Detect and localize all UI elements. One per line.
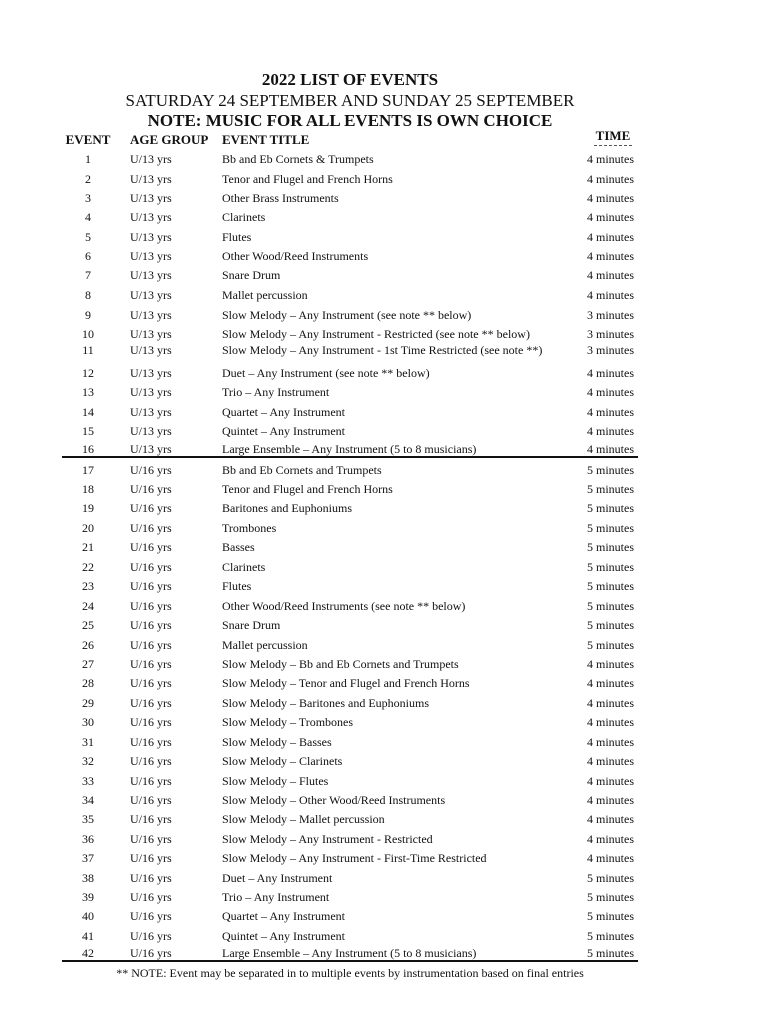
event-number: 42 <box>82 946 94 960</box>
table-row <box>62 151 638 167</box>
age-group: U/13 yrs <box>130 327 172 341</box>
age-group: U/16 yrs <box>130 560 172 574</box>
age-group: U/13 yrs <box>130 288 172 302</box>
table-row <box>62 945 638 961</box>
age-group: U/16 yrs <box>130 715 172 729</box>
event-number: 6 <box>85 249 91 263</box>
table-row <box>62 773 638 789</box>
event-time: 4 minutes <box>587 754 634 768</box>
table-row <box>62 656 638 672</box>
table-row <box>62 928 638 944</box>
event-title: Slow Melody – Any Instrument - Restricted (see note ** below) <box>222 327 530 341</box>
event-title: Flutes <box>222 230 252 244</box>
event-time: 5 minutes <box>587 638 634 652</box>
age-group: U/16 yrs <box>130 793 172 807</box>
age-group: U/13 yrs <box>130 385 172 399</box>
event-title: Clarinets <box>222 210 266 224</box>
event-time: 4 minutes <box>587 442 634 456</box>
event-number: 23 <box>82 579 94 593</box>
event-number: 21 <box>82 540 94 554</box>
age-group: U/16 yrs <box>130 929 172 943</box>
event-time: 5 minutes <box>587 521 634 535</box>
table-row <box>62 171 638 187</box>
event-title: Snare Drum <box>222 268 281 282</box>
event-number: 26 <box>82 638 94 652</box>
age-group: U/16 yrs <box>130 851 172 865</box>
age-group: U/13 yrs <box>130 343 172 357</box>
table-bottom-rule <box>62 960 638 962</box>
event-number: 27 <box>82 657 94 671</box>
event-title: Quintet – Any Instrument <box>222 929 345 943</box>
event-time: 4 minutes <box>587 230 634 244</box>
section-divider <box>62 456 638 458</box>
age-group: U/16 yrs <box>130 890 172 904</box>
event-number: 17 <box>82 463 94 477</box>
event-number: 14 <box>82 405 94 419</box>
event-time: 5 minutes <box>587 618 634 632</box>
event-time: 5 minutes <box>587 482 634 496</box>
event-title: Slow Melody – Bb and Eb Cornets and Trumpets <box>222 657 459 671</box>
age-group: U/13 yrs <box>130 191 172 205</box>
table-row <box>62 908 638 924</box>
table-row <box>62 870 638 886</box>
event-number: 18 <box>82 482 94 496</box>
event-time: 5 minutes <box>587 463 634 477</box>
table-row <box>62 267 638 283</box>
event-time: 4 minutes <box>587 405 634 419</box>
age-group: U/16 yrs <box>130 521 172 535</box>
event-time: 4 minutes <box>587 774 634 788</box>
event-number: 28 <box>82 676 94 690</box>
age-group: U/16 yrs <box>130 871 172 885</box>
table-row <box>62 559 638 575</box>
event-time: 4 minutes <box>587 696 634 710</box>
event-number: 5 <box>85 230 91 244</box>
age-group: U/13 yrs <box>130 268 172 282</box>
event-number: 25 <box>82 618 94 632</box>
event-dates: SATURDAY 24 SEPTEMBER AND SUNDAY 25 SEPTEMBER <box>125 91 575 110</box>
event-time: 4 minutes <box>587 735 634 749</box>
event-title: Large Ensemble – Any Instrument (5 to 8 musicians) <box>222 946 477 960</box>
event-title: Baritones and Euphoniums <box>222 501 352 515</box>
table-row <box>62 637 638 653</box>
event-title: Trombones <box>222 521 277 535</box>
event-title: Bb and Eb Cornets and Trumpets <box>222 463 382 477</box>
event-time: 4 minutes <box>587 385 634 399</box>
music-note: NOTE: MUSIC FOR ALL EVENTS IS OWN CHOICE <box>147 111 553 130</box>
event-title: Quartet – Any Instrument <box>222 909 345 923</box>
column-header-event: EVENT <box>65 132 111 147</box>
event-number: 7 <box>85 268 91 282</box>
event-time: 5 minutes <box>587 560 634 574</box>
event-time: 5 minutes <box>587 909 634 923</box>
event-title: Slow Melody – Basses <box>222 735 332 749</box>
event-number: 9 <box>85 308 91 322</box>
event-title: Slow Melody – Clarinets <box>222 754 343 768</box>
event-number: 8 <box>85 288 91 302</box>
event-title: Mallet percussion <box>222 288 308 302</box>
event-time: 4 minutes <box>587 249 634 263</box>
event-title: Tenor and Flugel and French Horns <box>222 482 393 496</box>
table-row <box>62 384 638 400</box>
table-row <box>62 598 638 614</box>
table-row <box>62 753 638 769</box>
event-time: 4 minutes <box>587 172 634 186</box>
age-group: U/16 yrs <box>130 540 172 554</box>
event-title: Slow Melody – Other Wood/Reed Instruments <box>222 793 446 807</box>
event-title: Tenor and Flugel and French Horns <box>222 172 393 186</box>
event-number: 35 <box>82 812 94 826</box>
event-title: Bb and Eb Cornets & Trumpets <box>222 152 374 166</box>
table-row <box>62 850 638 866</box>
age-group: U/16 yrs <box>130 812 172 826</box>
table-row <box>62 500 638 516</box>
age-group: U/13 yrs <box>130 366 172 380</box>
age-group: U/13 yrs <box>130 210 172 224</box>
event-title: Slow Melody – Flutes <box>222 774 329 788</box>
event-number: 30 <box>82 715 94 729</box>
table-row <box>62 792 638 808</box>
age-group: U/13 yrs <box>130 442 172 456</box>
age-group: U/13 yrs <box>130 152 172 166</box>
event-number: 31 <box>82 735 94 749</box>
age-group: U/16 yrs <box>130 735 172 749</box>
table-row <box>62 441 638 457</box>
event-number: 3 <box>85 191 91 205</box>
event-number: 39 <box>82 890 94 904</box>
table-row <box>62 889 638 905</box>
event-number: 4 <box>85 210 91 224</box>
table-row <box>62 462 638 478</box>
event-number: 22 <box>82 560 94 574</box>
event-time: 3 minutes <box>587 343 634 357</box>
event-number: 12 <box>82 366 94 380</box>
event-time: 4 minutes <box>587 210 634 224</box>
age-group: U/13 yrs <box>130 308 172 322</box>
age-group: U/16 yrs <box>130 599 172 613</box>
event-title: Clarinets <box>222 560 266 574</box>
table-row <box>62 190 638 206</box>
table-row <box>62 423 638 439</box>
age-group: U/16 yrs <box>130 946 172 960</box>
table-row <box>62 578 638 594</box>
event-time: 4 minutes <box>587 366 634 380</box>
table-row <box>62 248 638 264</box>
event-time: 4 minutes <box>587 288 634 302</box>
table-row <box>62 539 638 555</box>
table-row <box>62 617 638 633</box>
event-time: 4 minutes <box>587 832 634 846</box>
event-number: 16 <box>82 442 94 456</box>
event-time: 5 minutes <box>587 579 634 593</box>
event-title: Other Wood/Reed Instruments (see note ** below) <box>222 599 466 613</box>
event-time: 4 minutes <box>587 424 634 438</box>
event-title: Quintet – Any Instrument <box>222 424 345 438</box>
table-row <box>62 811 638 827</box>
age-group: U/16 yrs <box>130 638 172 652</box>
event-title: Slow Melody – Any Instrument - First-Time Restricted <box>222 851 487 865</box>
age-group: U/16 yrs <box>130 618 172 632</box>
event-number: 41 <box>82 929 94 943</box>
table-row <box>62 287 638 303</box>
event-title: Other Wood/Reed Instruments <box>222 249 369 263</box>
event-title: Slow Melody – Any Instrument (see note ** below) <box>222 308 472 322</box>
event-number: 33 <box>82 774 94 788</box>
age-group: U/16 yrs <box>130 774 172 788</box>
table-row <box>62 695 638 711</box>
event-title: Basses <box>222 540 255 554</box>
table-row <box>62 404 638 420</box>
age-group: U/16 yrs <box>130 754 172 768</box>
age-group: U/13 yrs <box>130 172 172 186</box>
age-group: U/16 yrs <box>130 676 172 690</box>
event-title: Slow Melody – Tenor and Flugel and French Horns <box>222 676 470 690</box>
event-title: Quartet – Any Instrument <box>222 405 345 419</box>
event-time: 4 minutes <box>587 793 634 807</box>
age-group: U/16 yrs <box>130 657 172 671</box>
event-time: 4 minutes <box>587 676 634 690</box>
age-group: U/13 yrs <box>130 230 172 244</box>
event-time: 4 minutes <box>587 152 634 166</box>
event-number: 2 <box>85 172 91 186</box>
event-number: 11 <box>82 343 94 357</box>
event-time: 4 minutes <box>587 812 634 826</box>
table-row <box>62 342 638 358</box>
event-number: 40 <box>82 909 94 923</box>
event-time: 4 minutes <box>587 191 634 205</box>
event-time: 5 minutes <box>587 929 634 943</box>
table-row <box>62 714 638 730</box>
event-time: 5 minutes <box>587 540 634 554</box>
table-row <box>62 520 638 536</box>
event-time: 4 minutes <box>587 268 634 282</box>
event-time: 4 minutes <box>587 715 634 729</box>
table-row <box>62 307 638 323</box>
column-header-event-title: EVENT TITLE <box>222 132 310 147</box>
age-group: U/16 yrs <box>130 501 172 515</box>
event-time: 5 minutes <box>587 599 634 613</box>
event-title: Slow Melody – Mallet percussion <box>222 812 385 826</box>
event-title: Trio – Any Instrument <box>222 385 330 399</box>
table-row <box>62 229 638 245</box>
table-row <box>62 831 638 847</box>
event-number: 15 <box>82 424 94 438</box>
table-row <box>62 326 638 342</box>
footnote: ** NOTE: Event may be separated in to multiple events by instrumentation based on final entries <box>116 966 584 980</box>
event-number: 29 <box>82 696 94 710</box>
table-row <box>62 481 638 497</box>
age-group: U/16 yrs <box>130 909 172 923</box>
event-number: 13 <box>82 385 94 399</box>
age-group: U/16 yrs <box>130 463 172 477</box>
event-title: Duet – Any Instrument <box>222 871 333 885</box>
event-time: 4 minutes <box>587 657 634 671</box>
age-group: U/16 yrs <box>130 832 172 846</box>
event-title: Slow Melody – Any Instrument - 1st Time Restricted (see note **) <box>222 343 543 357</box>
event-title: Snare Drum <box>222 618 281 632</box>
age-group: U/16 yrs <box>130 696 172 710</box>
age-group: U/16 yrs <box>130 482 172 496</box>
event-title: Mallet percussion <box>222 638 308 652</box>
event-title: Duet – Any Instrument (see note ** below) <box>222 366 430 380</box>
event-number: 34 <box>82 793 94 807</box>
column-header-time: TIME <box>595 128 631 143</box>
column-header-age-group: AGE GROUP <box>130 132 209 147</box>
event-time: 5 minutes <box>587 501 634 515</box>
event-number: 10 <box>82 327 94 341</box>
event-time: 5 minutes <box>587 890 634 904</box>
age-group: U/16 yrs <box>130 579 172 593</box>
event-title: Slow Melody – Baritones and Euphoniums <box>222 696 429 710</box>
time-header-underline <box>594 145 632 146</box>
event-title: Flutes <box>222 579 252 593</box>
event-number: 24 <box>82 599 94 613</box>
table-row <box>62 209 638 225</box>
event-title: Slow Melody – Any Instrument - Restricted <box>222 832 433 846</box>
event-title: Other Brass Instruments <box>222 191 339 205</box>
event-number: 36 <box>82 832 94 846</box>
age-group: U/13 yrs <box>130 424 172 438</box>
event-time: 3 minutes <box>587 327 634 341</box>
table-row <box>62 675 638 691</box>
event-title: Slow Melody – Trombones <box>222 715 354 729</box>
age-group: U/13 yrs <box>130 249 172 263</box>
event-number: 32 <box>82 754 94 768</box>
event-number: 19 <box>82 501 94 515</box>
document-title: 2022 LIST OF EVENTS <box>261 70 439 89</box>
age-group: U/13 yrs <box>130 405 172 419</box>
event-time: 5 minutes <box>587 871 634 885</box>
event-time: 4 minutes <box>587 851 634 865</box>
event-number: 1 <box>85 152 91 166</box>
table-row <box>62 734 638 750</box>
event-time: 3 minutes <box>587 308 634 322</box>
event-number: 37 <box>82 851 94 865</box>
event-number: 38 <box>82 871 94 885</box>
event-title: Trio – Any Instrument <box>222 890 330 904</box>
table-row <box>62 365 638 381</box>
event-number: 20 <box>82 521 94 535</box>
event-title: Large Ensemble – Any Instrument (5 to 8 musicians) <box>222 442 477 456</box>
event-time: 5 minutes <box>587 946 634 960</box>
